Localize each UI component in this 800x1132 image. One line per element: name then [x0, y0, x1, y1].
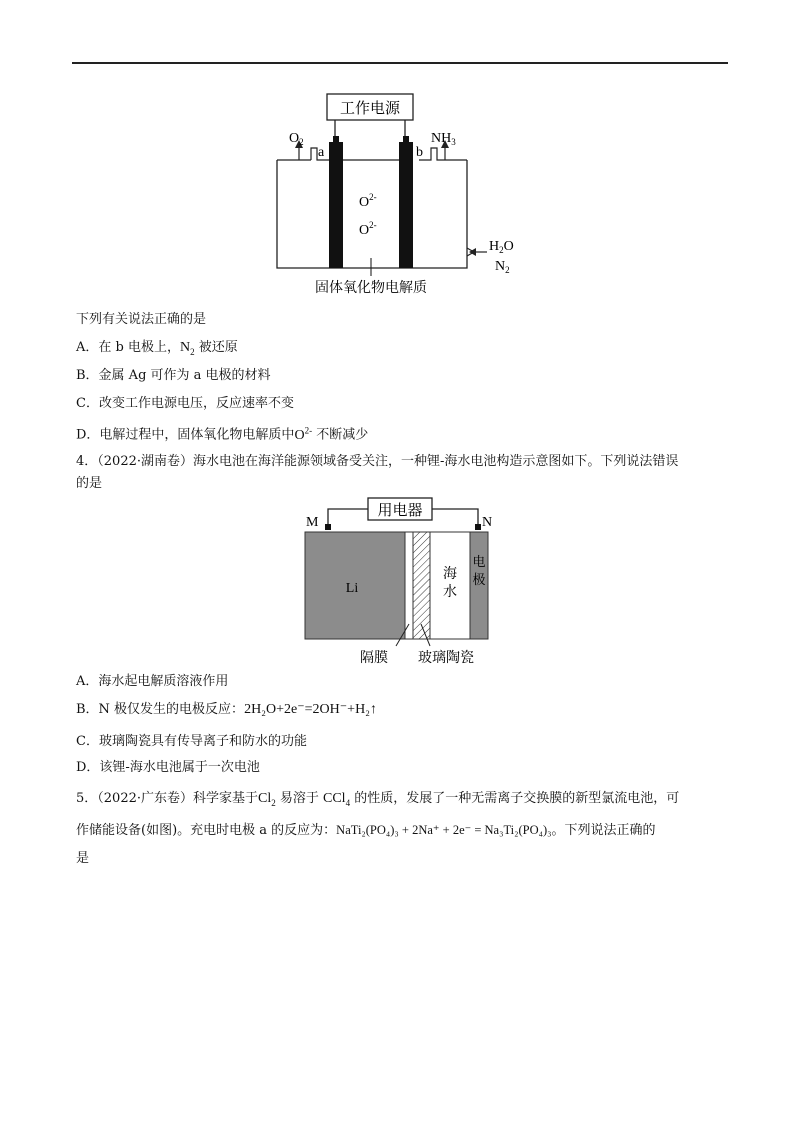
- q3-option-c: C．改变工作电源电压，反应速率不变: [76, 396, 294, 411]
- cell-outline: [277, 160, 467, 268]
- q4-option-a: A．海水起电解质溶液作用: [76, 674, 229, 689]
- oxide-ion-label-2: $O^{2-}$: [359, 220, 377, 238]
- oxide-ion-label-1: $O^{2-}$: [359, 192, 377, 210]
- electrode-label-1: 电: [472, 555, 486, 570]
- q4-option-d: D．该锂-海水电池属于一次电池: [76, 760, 260, 775]
- h2o-label: $H_2O$: [489, 239, 514, 255]
- terminal-n-label: N: [482, 515, 493, 530]
- q4-option-c: C．玻璃陶瓷具有传导离子和防水的功能: [76, 734, 307, 749]
- q4-stem-line2: 的是: [76, 476, 103, 491]
- electrode-a-label: a: [318, 145, 325, 160]
- q3-option-a: A．在 b 电极上，$N_2$ 被还原: [76, 340, 238, 357]
- terminal-m-label: M: [306, 515, 319, 530]
- n2-label: $N_2$: [495, 259, 510, 275]
- separator: [405, 532, 413, 639]
- power-supply-label: 工作电源: [339, 99, 401, 117]
- q4-stem-line1: 4．（2022·湖南卷）海水电池在海洋能源领域备受关注，一种锂-海水电池构造示意图如下。下列说法错误: [76, 454, 679, 469]
- electrode-a: [329, 142, 343, 268]
- q5-stem-line2: 作储能设备(如图)。充电时电极 a 的反应为：NaTi₂(PO₄)₃ + 2Na⁺ + 2e⁻ = Na₃Ti₂(PO₄)₃。下列说法正确的: [76, 823, 656, 838]
- top-rule: [72, 62, 728, 64]
- electrolysis-diagram: [255, 90, 555, 300]
- o2-label: $O_2$: [289, 131, 304, 147]
- q5-stem-line1: 5．（2022·广东卷）科学家基于$Cl_2$ 易溶于 CCl$_4$ 的性质，发展了一种无需离子交换膜的新型氯流电池，可: [76, 791, 680, 808]
- ceramic-label: 玻璃陶瓷: [418, 650, 474, 666]
- q4-option-b: B．N 极仅发生的电极反应：2H₂O+2e⁻=2OH⁻+H₂↑: [76, 702, 378, 717]
- seawater-label-2: 水: [443, 584, 457, 600]
- device-label: 用电器: [377, 501, 423, 519]
- lithium-label: Li: [345, 581, 359, 596]
- lithium-seawater-battery-diagram: [300, 496, 500, 668]
- q3-prompt: 下列有关说法正确的是: [76, 312, 207, 327]
- q5-stem-line3: 是: [76, 851, 90, 866]
- terminal-n: [475, 524, 481, 530]
- electrode-b: [399, 142, 413, 268]
- seawater-label-1: 海: [443, 566, 457, 582]
- membrane-label: 隔膜: [360, 650, 388, 666]
- electrolyte-label: 固体氧化物电解质: [315, 280, 427, 296]
- electrode-b-label: b: [416, 145, 423, 160]
- q4-option-b-equation: 2H₂O+2e⁻=2OH⁻+H₂↑: [244, 702, 378, 717]
- glass-ceramic: [413, 532, 430, 639]
- terminal-m: [325, 524, 331, 530]
- q3-option-b: B．金属 Ag 可作为 a 电极的材料: [76, 368, 271, 383]
- nh3-label: $NH_3$: [431, 131, 456, 147]
- q5-equation: NaTi₂(PO₄)₃ + 2Na⁺ + 2e⁻ = Na₃Ti₂(PO₄)₃: [336, 823, 552, 837]
- q3-option-d: D．电解过程中，固体氧化物电解质中$O^{2-}$ 不断减少: [76, 425, 369, 443]
- electrode-label-2: 极: [472, 573, 486, 588]
